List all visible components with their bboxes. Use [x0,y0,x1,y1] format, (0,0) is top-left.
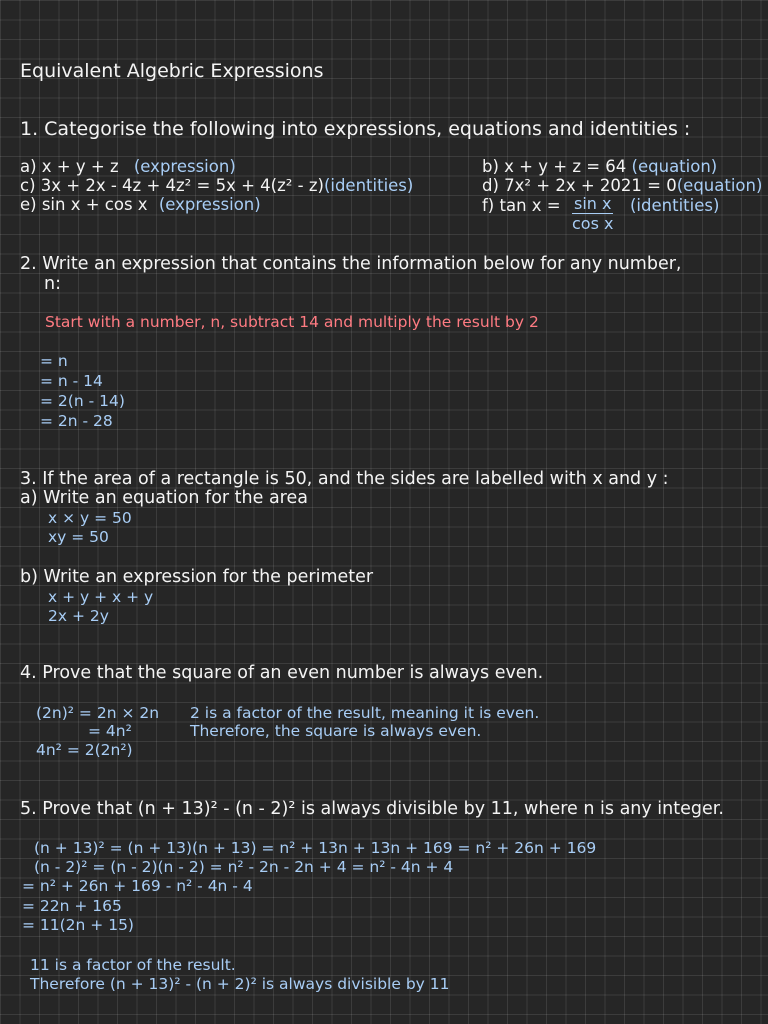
q4-line-1: (2n)² = 2n × 2n [36,704,160,722]
q4-note-2: Therefore, the square is always even. [190,722,482,740]
q1-f-fraction [572,196,613,232]
q3-b-label: b) Write an expression for the perimeter [20,567,374,587]
q1-f-denominator: cos x [572,214,614,233]
q1-item-a [20,159,236,176]
q4-line-3: 4n² = 2(2n²) [36,741,133,759]
q1-a-expr: a) x + y + z [20,157,119,176]
q3-a-step-2: xy = 50 [48,528,109,546]
q2-prompt-line1: 2. Write an expression that contains the information below for any number, [20,254,682,274]
q3-b-step-2: 2x + 2y [48,607,109,625]
q5-line-5: = 11(2n + 15) [22,916,134,934]
q1-c-tag: (identities) [323,176,414,195]
q1-b-tag: (equation) [631,157,718,176]
q4-line-2: = 4n² [88,722,132,740]
q1-item-c [20,178,413,195]
page-title: Equivalent Algebric Expressions [20,60,324,82]
q3-a-step-1: x × y = 50 [48,509,132,527]
q5-line-4: = 22n + 165 [22,897,122,915]
q5-conclusion-1: 11 is a factor of the result. [30,956,236,974]
q2-step-3: = 2(n - 14) [40,392,125,410]
q2-instruction: Start with a number, n, subtract 14 and multiply the result by 2 [45,313,539,331]
q1-item-b [482,159,717,176]
q3-a-label: a) Write an equation for the area [20,488,308,508]
q1-c-expr: c) 3x + 2x - 4z + 4z² = 5x + 4(z² - z) [20,176,324,195]
q2-step-4: = 2n - 28 [40,412,113,430]
q4-prompt: 4. Prove that the square of an even number is always even. [20,663,544,683]
q1-prompt: 1. Categorise the following into expressions, equations and identities : [20,118,691,140]
q5-conclusion-2: Therefore (n + 13)² - (n + 2)² is always divisible by 11 [30,975,450,993]
q2-prompt-line2: n: [44,274,61,294]
q3-prompt: 3. If the area of a rectangle is 50, and the sides are labelled with x and y : [20,469,669,489]
q1-d-expr: d) 7x² + 2x + 2021 = 0 [482,176,677,195]
q1-b-expr: b) x + y + z = 64 [482,157,627,176]
q2-step-1: = n [40,352,68,370]
q5-line-2: (n - 2)² = (n - 2)(n - 2) = n² - 2n - 2n + 4 = n² - 4n + 4 [34,858,454,876]
q1-f-numerator: sin x [574,194,612,213]
q1-a-tag: (expression) [133,157,236,176]
q1-item-f: f) tan x = [482,196,561,215]
q1-f-tag: (identities) [630,196,720,215]
q2-step-2: = n - 14 [40,372,103,390]
q5-prompt: 5. Prove that (n + 13)² - (n - 2)² is always divisible by 11, where n is any integer. [20,799,724,819]
q5-line-1: (n + 13)² = (n + 13)(n + 13) = n² + 13n + 13n + 169 = n² + 26n + 169 [34,839,597,857]
q1-e-tag: (expression) [158,195,261,214]
q1-item-e [20,197,261,214]
q4-note-1: 2 is a factor of the result, meaning it is even. [190,704,540,722]
q5-line-3: = n² + 26n + 169 - n² - 4n - 4 [22,877,253,895]
q1-item-d [482,178,762,195]
q3-b-step-1: x + y + x + y [48,588,154,606]
q1-e-expr: e) sin x + cos x [20,195,148,214]
q1-d-tag: (equation) [676,176,763,195]
